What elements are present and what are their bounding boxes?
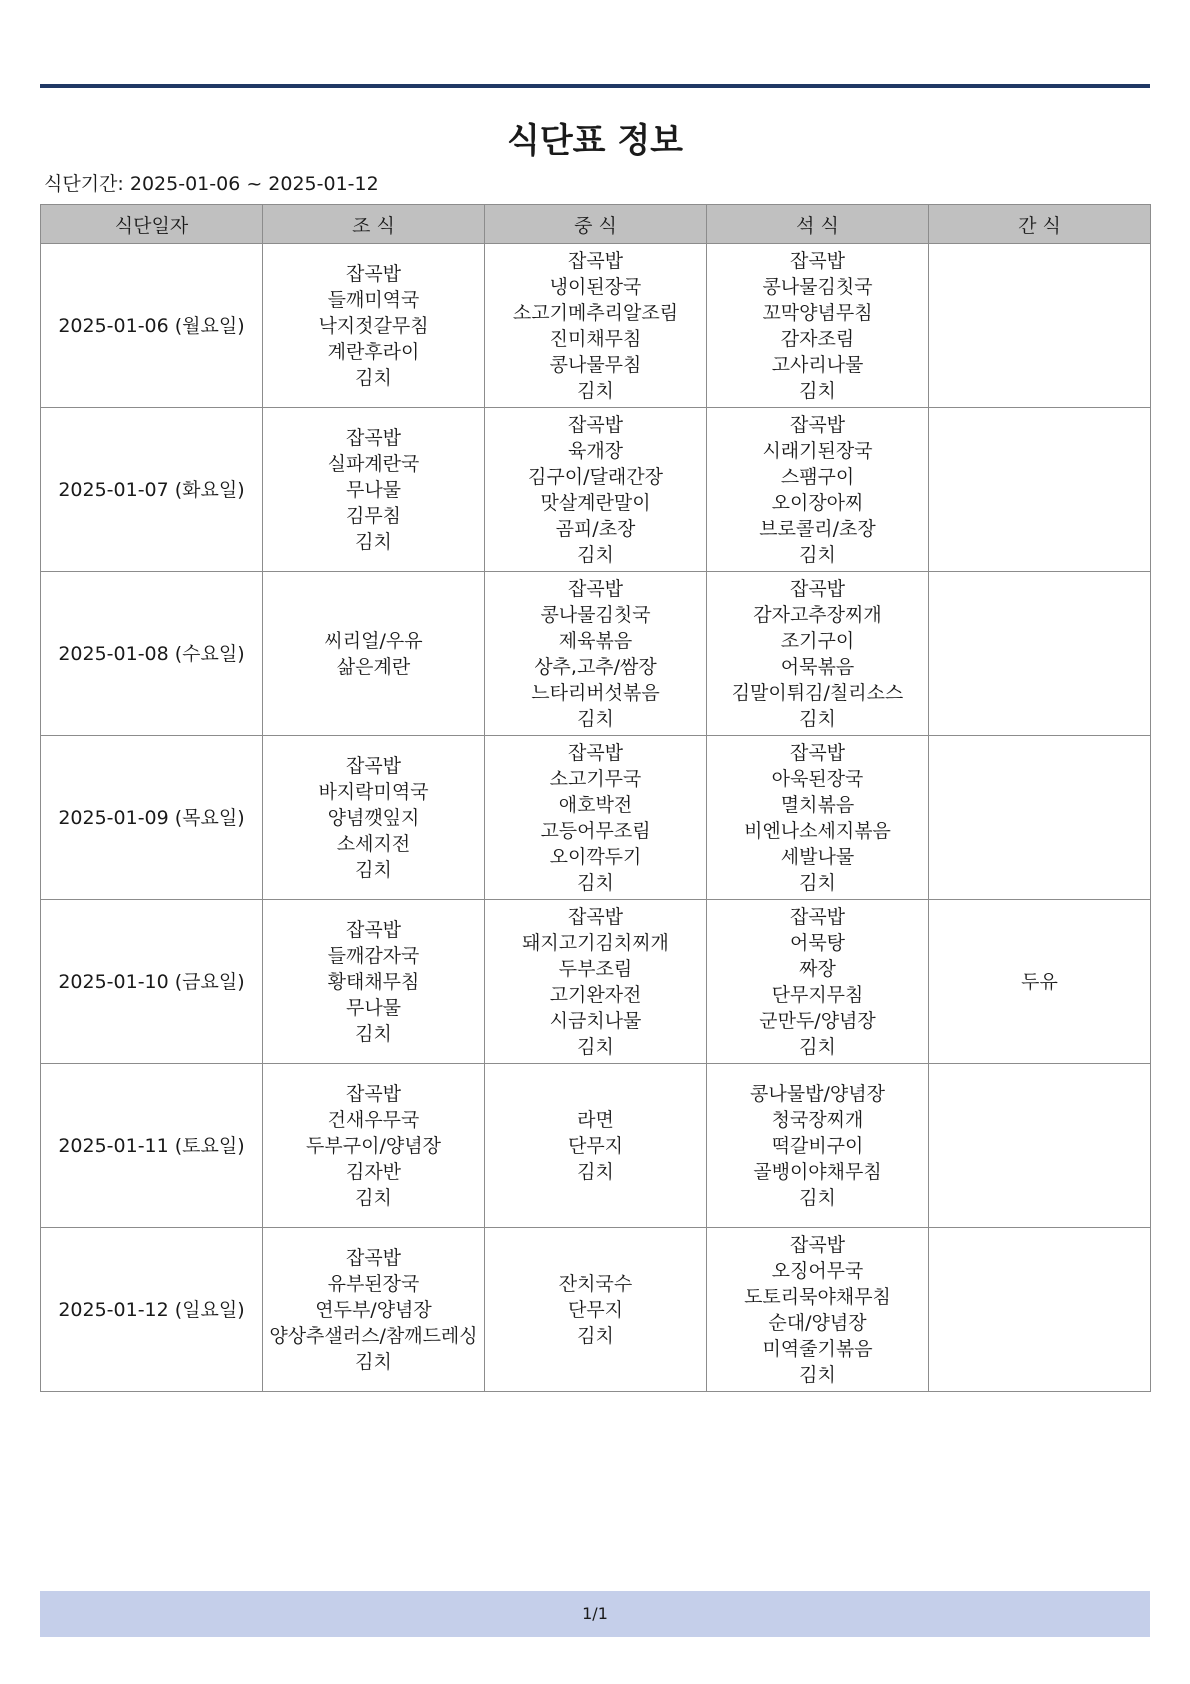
dish-item: 김치 bbox=[577, 871, 614, 894]
header-breakfast: 조 식 bbox=[263, 205, 485, 244]
dish-item: 김치 bbox=[799, 379, 836, 402]
dish-item: 김치 bbox=[577, 379, 614, 402]
dish-item: 상추,고추/쌈장 bbox=[534, 655, 657, 678]
dish-item: 김치 bbox=[577, 1160, 614, 1183]
dish-item: 돼지고기김치찌개 bbox=[522, 931, 669, 954]
dish-item: 김치 bbox=[799, 1363, 836, 1386]
cell-lunch bbox=[485, 408, 707, 572]
dish-item: 시래기된장국 bbox=[762, 439, 873, 462]
cell-breakfast bbox=[263, 572, 485, 736]
dish-item: 양념깻잎지 bbox=[327, 806, 420, 829]
dish-item: 꼬막양념무침 bbox=[762, 301, 873, 324]
cell-breakfast bbox=[263, 736, 485, 900]
table-row bbox=[41, 736, 1151, 900]
dish-item: 애호박전 bbox=[558, 793, 633, 816]
dish-item: 잡곡밥 bbox=[345, 1246, 402, 1269]
dish-item: 잡곡밥 bbox=[567, 413, 624, 436]
dish-item: 냉이된장국 bbox=[549, 275, 642, 298]
dish-item: 김치 bbox=[577, 543, 614, 566]
dish-item: 김치 bbox=[577, 1324, 614, 1347]
cell-lunch bbox=[485, 244, 707, 408]
dish-item: 연두부/양념장 bbox=[315, 1298, 432, 1321]
dish-item: 김치 bbox=[355, 1350, 392, 1373]
table-row bbox=[41, 408, 1151, 572]
dish-item: 비엔나소세지볶음 bbox=[744, 819, 891, 842]
dish-item: 시금치나물 bbox=[549, 1009, 642, 1032]
dish-item: 잡곡밥 bbox=[567, 741, 624, 764]
dish-item: 건새우무국 bbox=[327, 1108, 420, 1131]
dish-item: 무나물 bbox=[345, 478, 402, 501]
dish-item: 멸치볶음 bbox=[780, 793, 855, 816]
dish-item: 맛살계란말이 bbox=[540, 491, 651, 514]
dish-item: 청국장찌개 bbox=[771, 1108, 864, 1131]
dish-item: 고기완자전 bbox=[549, 983, 642, 1006]
cell-date: 2025-01-08 (수요일) bbox=[41, 572, 263, 736]
dish-item: 잡곡밥 bbox=[789, 413, 846, 436]
cell-snack bbox=[929, 1228, 1151, 1392]
dish-item: 제육볶음 bbox=[558, 629, 633, 652]
cell-dinner bbox=[707, 1064, 929, 1228]
cell-dinner bbox=[707, 408, 929, 572]
cell-lunch bbox=[485, 736, 707, 900]
cell-breakfast bbox=[263, 1228, 485, 1392]
dish-item: 김치 bbox=[355, 530, 392, 553]
dish-item: 오이장아찌 bbox=[771, 491, 864, 514]
dish-item: 계란후라이 bbox=[327, 340, 420, 363]
dish-item: 잔치국수 bbox=[558, 1272, 633, 1295]
top-rule bbox=[40, 84, 1150, 88]
cell-snack bbox=[929, 900, 1151, 1064]
table-row bbox=[41, 900, 1151, 1064]
dish-item: 김치 bbox=[799, 543, 836, 566]
dish-item: 김치 bbox=[577, 1035, 614, 1058]
dish-item: 단무지 bbox=[567, 1298, 624, 1321]
dish-item: 잡곡밥 bbox=[567, 577, 624, 600]
dish-item: 군만두/양념장 bbox=[759, 1009, 876, 1032]
page-title: 식단표 정보 bbox=[506, 121, 684, 161]
dish-item: 감자고추장찌개 bbox=[753, 603, 882, 626]
dish-item: 단무지무침 bbox=[771, 983, 864, 1006]
dish-item: 오징어무국 bbox=[771, 1259, 864, 1282]
cell-snack bbox=[929, 244, 1151, 408]
dish-item: 김치 bbox=[799, 1035, 836, 1058]
dish-item: 콩나물김칫국 bbox=[762, 275, 873, 298]
dish-item: 낙지젓갈무침 bbox=[318, 314, 429, 337]
dish-item: 김말이튀김/칠리소스 bbox=[731, 681, 904, 704]
dish-item: 콩나물밥/양념장 bbox=[750, 1082, 885, 1105]
dish-item: 도토리묵야채무침 bbox=[744, 1285, 891, 1308]
dish-item: 진미채무침 bbox=[549, 327, 642, 350]
dish-item: 고등어무조림 bbox=[540, 819, 651, 842]
header-dinner: 석 식 bbox=[707, 205, 929, 244]
dish-item: 잡곡밥 bbox=[567, 249, 624, 272]
cell-snack bbox=[929, 736, 1151, 900]
header-snack: 간 식 bbox=[929, 205, 1151, 244]
dish-item: 순대/양념장 bbox=[768, 1311, 867, 1334]
cell-lunch bbox=[485, 1064, 707, 1228]
table-row bbox=[41, 1228, 1151, 1392]
dish-item: 양상추샐러스/참깨드레싱 bbox=[269, 1324, 478, 1347]
dish-item: 브로콜리/초장 bbox=[759, 517, 876, 540]
cell-date: 2025-01-09 (목요일) bbox=[41, 736, 263, 900]
cell-breakfast bbox=[263, 900, 485, 1064]
dish-item: 단무지 bbox=[567, 1134, 624, 1157]
table-row bbox=[41, 572, 1151, 736]
dish-item: 느타리버섯볶음 bbox=[531, 681, 660, 704]
dish-item: 세발나물 bbox=[780, 845, 855, 868]
dish-item: 오이깍두기 bbox=[549, 845, 642, 868]
cell-date: 2025-01-11 (토요일) bbox=[41, 1064, 263, 1228]
cell-lunch bbox=[485, 572, 707, 736]
cell-snack bbox=[929, 408, 1151, 572]
cell-breakfast bbox=[263, 1064, 485, 1228]
dish-item: 바지락미역국 bbox=[318, 780, 429, 803]
dish-item: 김치 bbox=[355, 366, 392, 389]
page-number: 1/1 bbox=[582, 1604, 608, 1623]
table-row bbox=[41, 244, 1151, 408]
dish-item: 들깨미역국 bbox=[327, 288, 420, 311]
cell-date: 2025-01-12 (일요일) bbox=[41, 1228, 263, 1392]
dish-item: 감자조림 bbox=[780, 327, 855, 350]
dish-item: 들깨감자국 bbox=[327, 944, 420, 967]
dish-item: 황태채무침 bbox=[327, 970, 420, 993]
dish-item: 잡곡밥 bbox=[567, 905, 624, 928]
dish-item: 골뱅이야채무침 bbox=[753, 1160, 882, 1183]
table-header-row bbox=[41, 205, 1151, 244]
meal-table bbox=[40, 204, 1151, 1392]
dish-item: 고사리나물 bbox=[771, 353, 864, 376]
dish-item: 잡곡밥 bbox=[345, 918, 402, 941]
dish-item: 잡곡밥 bbox=[345, 262, 402, 285]
cell-date: 2025-01-06 (월요일) bbox=[41, 244, 263, 408]
dish-item: 콩나물김칫국 bbox=[540, 603, 651, 626]
dish-item: 김치 bbox=[799, 707, 836, 730]
dish-item: 콩나물무침 bbox=[549, 353, 642, 376]
dish-item: 곰피/초장 bbox=[555, 517, 636, 540]
dish-item: 라면 bbox=[577, 1108, 614, 1131]
dish-item: 잡곡밥 bbox=[345, 754, 402, 777]
dish-item: 잡곡밥 bbox=[345, 1082, 402, 1105]
table-row bbox=[41, 1064, 1151, 1228]
dish-item: 삶은계란 bbox=[336, 655, 411, 678]
dish-item: 어묵볶음 bbox=[780, 655, 855, 678]
dish-item: 잡곡밥 bbox=[789, 577, 846, 600]
dish-item: 어묵탕 bbox=[789, 931, 846, 954]
dish-item: 잡곡밥 bbox=[789, 249, 846, 272]
cell-date: 2025-01-07 (화요일) bbox=[41, 408, 263, 572]
cell-lunch bbox=[485, 1228, 707, 1392]
dish-item: 두유 bbox=[1021, 970, 1058, 993]
header-lunch: 중 식 bbox=[485, 205, 707, 244]
dish-item: 소고기메추리알조림 bbox=[512, 301, 679, 324]
dish-item: 잡곡밥 bbox=[789, 1233, 846, 1256]
dish-item: 떡갈비구이 bbox=[771, 1134, 864, 1157]
header-date: 식단일자 bbox=[41, 205, 263, 244]
cell-snack bbox=[929, 1064, 1151, 1228]
cell-dinner bbox=[707, 572, 929, 736]
dish-item: 소고기무국 bbox=[549, 767, 642, 790]
dish-item: 미역줄기볶음 bbox=[762, 1337, 873, 1360]
cell-dinner bbox=[707, 244, 929, 408]
cell-dinner bbox=[707, 1228, 929, 1392]
cell-snack bbox=[929, 572, 1151, 736]
dish-item: 스팸구이 bbox=[780, 465, 855, 488]
dish-item: 잡곡밥 bbox=[789, 741, 846, 764]
cell-dinner bbox=[707, 900, 929, 1064]
meal-period: 식단기간: 2025-01-06 ~ 2025-01-12 bbox=[44, 173, 379, 195]
dish-item: 김무침 bbox=[345, 504, 402, 527]
footer-bar bbox=[40, 1591, 1150, 1637]
dish-item: 김치 bbox=[355, 858, 392, 881]
table-body bbox=[41, 244, 1151, 1392]
dish-item: 김치 bbox=[355, 1022, 392, 1045]
dish-item: 잡곡밥 bbox=[789, 905, 846, 928]
dish-item: 육개장 bbox=[567, 439, 624, 462]
dish-item: 무나물 bbox=[345, 996, 402, 1019]
dish-item: 김자반 bbox=[345, 1160, 402, 1183]
cell-dinner bbox=[707, 736, 929, 900]
dish-item: 두부구이/양념장 bbox=[306, 1134, 441, 1157]
dish-item: 실파계란국 bbox=[327, 452, 420, 475]
dish-item: 김치 bbox=[799, 1186, 836, 1209]
cell-breakfast bbox=[263, 244, 485, 408]
dish-item: 김치 bbox=[577, 707, 614, 730]
dish-item: 두부조림 bbox=[558, 957, 633, 980]
dish-item: 김치 bbox=[355, 1186, 392, 1209]
dish-item: 김치 bbox=[799, 871, 836, 894]
dish-item: 잡곡밥 bbox=[345, 426, 402, 449]
cell-lunch bbox=[485, 900, 707, 1064]
dish-item: 짜장 bbox=[799, 957, 836, 980]
dish-item: 김구이/달래간장 bbox=[528, 465, 663, 488]
dish-item: 유부된장국 bbox=[327, 1272, 420, 1295]
dish-item: 씨리얼/우유 bbox=[324, 629, 423, 652]
dish-item: 조기구이 bbox=[780, 629, 855, 652]
dish-item: 아욱된장국 bbox=[771, 767, 864, 790]
cell-date: 2025-01-10 (금요일) bbox=[41, 900, 263, 1064]
dish-item: 소세지전 bbox=[336, 832, 411, 855]
cell-breakfast bbox=[263, 408, 485, 572]
